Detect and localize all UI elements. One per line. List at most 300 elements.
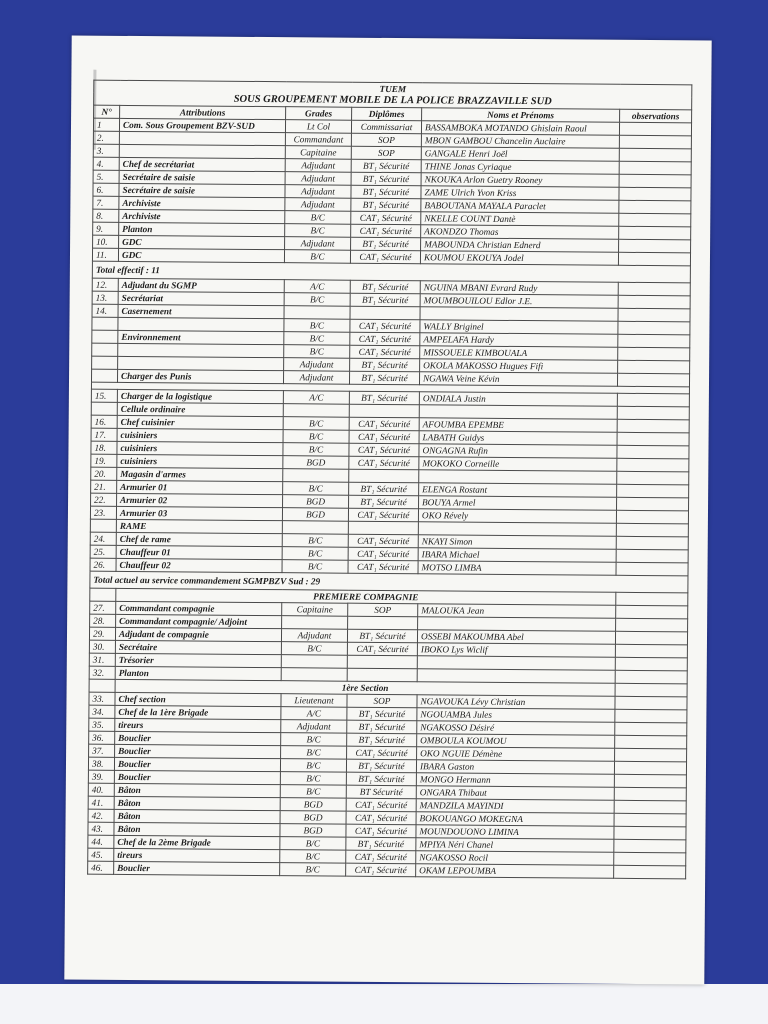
row-attribution: GDC xyxy=(119,235,285,249)
row-number: 29. xyxy=(89,627,115,640)
row-grade: A/C xyxy=(284,280,350,294)
row-observations xyxy=(617,471,689,485)
row-grade: B/C xyxy=(281,733,347,747)
row-observations xyxy=(617,406,689,420)
row-attribution: Chef de rame xyxy=(116,532,282,546)
row-observations xyxy=(618,321,690,335)
row-number: 18. xyxy=(91,441,117,454)
row-diploma xyxy=(350,306,420,320)
row-attribution: Archiviste xyxy=(119,209,285,223)
row-attribution: Chef de secrétariat xyxy=(119,157,285,171)
row-diploma: BT₁ Sécurité xyxy=(346,759,416,773)
row-attribution: Secrétaire de saisie xyxy=(119,170,285,184)
row-diploma: CAT₁ Sécurité xyxy=(346,811,416,825)
row-attribution xyxy=(118,343,284,357)
row-name: GANGALE Henri Joël xyxy=(421,147,619,162)
row-grade: B/C xyxy=(282,547,348,561)
row-attribution xyxy=(118,356,284,370)
row-diploma: CAT₁ Sécurité xyxy=(351,211,421,225)
row-diploma xyxy=(349,404,419,418)
row-grade: B/C xyxy=(280,759,346,773)
row-number: 1 xyxy=(93,118,119,131)
row-diploma: CAT₁ Sécurité xyxy=(349,456,419,470)
row-grade xyxy=(284,306,350,320)
column-header-observations: observations xyxy=(620,109,692,123)
row-grade: B/C xyxy=(281,642,347,656)
row-observations xyxy=(614,865,686,879)
row-attribution: Armurier 01 xyxy=(117,480,283,494)
row-attribution: Bouclier xyxy=(114,770,280,784)
row-attribution: Secrétariat xyxy=(118,291,284,305)
personnel-table xyxy=(87,80,692,880)
row-number xyxy=(89,679,115,692)
row-observations xyxy=(616,523,688,537)
row-number xyxy=(90,519,116,532)
row-attribution: Magasin d'armes xyxy=(117,467,283,481)
row-grade xyxy=(282,521,348,535)
row-name: MANDZILA MAYINDI xyxy=(416,799,614,814)
row-number: 43. xyxy=(88,822,114,835)
row-number: 42. xyxy=(88,809,114,822)
row-name: ONGARA Thibaut xyxy=(416,786,614,801)
document-title: TUEM xyxy=(94,80,692,97)
row-attribution: Cellule ordinaire xyxy=(117,402,283,416)
row-grade: B/C xyxy=(285,224,351,238)
row-diploma: CAT₁ Sécurité xyxy=(350,250,420,264)
total-text: Total effectif : 11 xyxy=(92,261,690,283)
row-name: WALLY Briginel xyxy=(420,320,618,335)
row-diploma xyxy=(347,655,417,669)
row-diploma: CAT₁ Sécurité xyxy=(347,746,417,760)
row-attribution: tireurs xyxy=(114,848,280,862)
row-observations xyxy=(617,432,689,446)
row-grade: Adjudant xyxy=(285,172,351,186)
row-diploma: CAT₁ Sécurité xyxy=(347,642,417,656)
row-observations xyxy=(615,631,687,645)
row-grade: Adjudant xyxy=(283,371,349,385)
column-header-number: N° xyxy=(94,105,120,118)
row-grade: BGD xyxy=(280,824,346,838)
row-grade: Adjudant xyxy=(284,358,350,372)
row-number: 20. xyxy=(91,467,117,480)
row-grade: B/C xyxy=(283,482,349,496)
row-attribution: Commandant compagnie xyxy=(116,601,282,615)
row-diploma: BT₁ Sécurité xyxy=(347,629,417,643)
row-attribution xyxy=(119,131,285,145)
row-grade: Capitaine xyxy=(282,603,348,617)
row-diploma: CAT₁ Sécurité xyxy=(350,345,420,359)
row-name: NGAKOSSO Désiré xyxy=(417,721,615,736)
row-name: KOUMOU EKOUYA Jodel xyxy=(420,251,618,266)
row-name: NGUINA MBANI Evrard Rudy xyxy=(420,281,618,296)
row-observations xyxy=(617,458,689,472)
row-grade: Capitaine xyxy=(285,146,351,160)
row-name: NGAKOSSO Rocil xyxy=(416,851,614,866)
row-attribution: Bâton xyxy=(114,822,280,836)
row-diploma: BT₁ Sécurité xyxy=(351,237,421,251)
row-observations xyxy=(617,373,689,387)
row-number: 16. xyxy=(91,415,117,428)
row-name: AFOUMBA EPEMBE xyxy=(419,418,617,433)
row-name: MONGO Hermann xyxy=(416,773,614,788)
row-attribution: Bâton xyxy=(114,783,280,797)
row-attribution: cuisiniers xyxy=(117,441,283,455)
row-attribution: Com. Sous Groupement BZV-SUD xyxy=(119,118,285,132)
row-diploma: CAT₁ Sécurité xyxy=(350,332,420,346)
row-name: MOUMBOUILOU Edlor J.E. xyxy=(420,294,618,309)
row-observations xyxy=(614,761,686,775)
row-diploma: BT₁ Sécurité xyxy=(349,391,419,405)
row-number: 30. xyxy=(89,640,115,653)
row-observations xyxy=(616,618,688,632)
row-diploma: CAT₁ Sécurité xyxy=(346,850,416,864)
row-number: 2. xyxy=(93,131,119,144)
row-diploma: BT₁ Sécurité xyxy=(347,733,417,747)
total-text: Total actuel au service commandement SGMPBZV Sud : 29 xyxy=(90,571,688,593)
row-diploma: CAT₁ Sécurité xyxy=(349,417,419,431)
row-name: MOKOKO Corneille xyxy=(419,457,617,472)
row-number xyxy=(92,317,118,330)
column-header-diplomes: Diplômes xyxy=(352,107,422,121)
row-name: THINE Jonas Cyriaque xyxy=(421,160,619,175)
row-diploma xyxy=(348,616,418,630)
row-observations xyxy=(614,774,686,788)
row-attribution: Bouclier xyxy=(114,757,280,771)
row-name: ZAME Ulrich Yvon Kriss xyxy=(421,186,619,201)
row-observations xyxy=(615,683,687,697)
column-header-grades: Grades xyxy=(286,107,352,121)
row-name: LABATH Guidys xyxy=(419,431,617,446)
row-name: NGOUAMBA Jules xyxy=(417,708,615,723)
row-grade xyxy=(281,668,347,682)
row-observations xyxy=(614,813,686,827)
row-number xyxy=(91,369,117,382)
row-observations xyxy=(618,308,690,322)
row-number: 33. xyxy=(89,692,115,705)
row-grade: Adjudant xyxy=(285,198,351,212)
row-attribution: Secrétaire xyxy=(115,640,281,654)
row-diploma: BT₁ Sécurité xyxy=(351,172,421,186)
row-number: 39. xyxy=(88,770,114,783)
row-number: 14. xyxy=(92,304,118,317)
row-number: 22. xyxy=(91,493,117,506)
row-diploma: Commissariat xyxy=(351,120,421,134)
row-diploma: SOP xyxy=(351,133,421,147)
row-diploma: BT Sécurité xyxy=(346,785,416,799)
row-diploma: BT₁ Sécurité xyxy=(350,280,420,294)
row-name: IBOKO Lys Wiclif xyxy=(417,643,615,658)
row-diploma: BT₁ Sécurité xyxy=(346,837,416,851)
row-number: 8. xyxy=(93,209,119,222)
row-number: 5. xyxy=(93,170,119,183)
row-grade: Adjudant xyxy=(285,185,351,199)
row-name: BOUYA Armel xyxy=(419,496,617,511)
row-attribution: Chauffeur 01 xyxy=(116,545,282,559)
row-attribution: Commandant compagnie/ Adjoint xyxy=(116,614,282,628)
row-grade xyxy=(283,404,349,418)
row-grade: BGD xyxy=(280,798,346,812)
row-diploma: BT₁ Sécurité xyxy=(350,358,420,372)
row-number: 44. xyxy=(88,835,114,848)
row-attribution: Chef section xyxy=(115,692,281,706)
row-name: NKOUKA Arlon Guetry Rooney xyxy=(421,173,619,188)
row-observations xyxy=(614,852,686,866)
section-title: 1ère Section xyxy=(115,679,615,696)
row-grade: B/C xyxy=(283,430,349,444)
row-attribution: RAME xyxy=(116,519,282,533)
row-name: IBARA Michael xyxy=(418,548,616,563)
row-number xyxy=(92,330,118,343)
row-diploma: SOP xyxy=(347,694,417,708)
row-grade: Lieutenant xyxy=(281,694,347,708)
row-grade: Adjudant xyxy=(281,720,347,734)
row-observations xyxy=(619,148,691,162)
row-number: 13. xyxy=(92,291,118,304)
row-observations xyxy=(615,722,687,736)
row-number: 7. xyxy=(93,196,119,209)
row-diploma xyxy=(349,469,419,483)
row-diploma xyxy=(347,668,417,682)
row-name: MPIYA Néri Chanel xyxy=(416,838,614,853)
row-diploma: CAT₁ Sécurité xyxy=(350,319,420,333)
row-name: OSSEBI MAKOUMBA Abel xyxy=(417,630,615,645)
row-observations xyxy=(617,445,689,459)
row-observations xyxy=(619,122,691,136)
row-name: OKAM LEPOUMBA xyxy=(416,864,614,879)
row-number: 4. xyxy=(93,157,119,170)
row-diploma: BT₁ Sécurité xyxy=(347,707,417,721)
row-name: NKELLE COUNT Dantè xyxy=(421,212,619,227)
row-diploma: CAT₁ Sécurité xyxy=(348,547,418,561)
row-number: 10. xyxy=(93,235,119,248)
row-grade: Adjudant xyxy=(285,159,351,173)
row-number xyxy=(90,588,116,601)
row-observations xyxy=(614,826,686,840)
row-observations xyxy=(616,536,688,550)
row-attribution: Bâton xyxy=(114,796,280,810)
row-grade: BGD xyxy=(280,811,346,825)
row-observations xyxy=(618,360,690,374)
row-number: 28. xyxy=(90,614,116,627)
row-number xyxy=(92,356,118,369)
row-name: NKAYI Simon xyxy=(418,535,616,550)
column-header-attributions: Attributions xyxy=(120,105,286,119)
row-attribution: Adjudant du SGMP xyxy=(118,278,284,292)
row-grade: B/C xyxy=(283,417,349,431)
row-diploma: BT₁ Sécurité xyxy=(351,198,421,212)
row-number: 27. xyxy=(90,601,116,614)
row-attribution: Bouclier xyxy=(114,861,280,875)
row-number: 19. xyxy=(91,454,117,467)
column-header-names: Noms et Prénoms xyxy=(422,108,620,123)
row-diploma: BT₁ Sécurité xyxy=(349,371,419,385)
row-attribution: cuisiniers xyxy=(117,454,283,468)
row-diploma: CAT₁ Sécurité xyxy=(349,430,419,444)
row-observations xyxy=(618,334,690,348)
row-name: ONGAGNA Rufin xyxy=(419,444,617,459)
row-attribution: Chef de la 2ème Brigade xyxy=(114,835,280,849)
row-name: BABOUTANA MAYALA Paraclet xyxy=(421,199,619,214)
row-attribution: Charger de la logistique xyxy=(117,389,283,403)
row-observations xyxy=(615,644,687,658)
row-attribution: Environnement xyxy=(118,330,284,344)
row-name: MOUNDOUONO LIMINA xyxy=(416,825,614,840)
row-grade: B/C xyxy=(285,211,351,225)
row-number: 40. xyxy=(88,783,114,796)
row-observations xyxy=(616,510,688,524)
row-name: ONDIALA Justin xyxy=(419,392,617,407)
row-diploma xyxy=(348,521,418,535)
row-observations xyxy=(615,657,687,671)
row-diploma: CAT₁ Sécurité xyxy=(351,224,421,238)
row-number: 24. xyxy=(90,532,116,545)
row-diploma: SOP xyxy=(348,603,418,617)
row-name: IBARA Gaston xyxy=(416,760,614,775)
row-observations xyxy=(619,187,691,201)
row-diploma: CAT₁ Sécurité xyxy=(349,443,419,457)
row-grade: B/C xyxy=(280,772,346,786)
row-grade: B/C xyxy=(284,319,350,333)
row-name: OKO Révely xyxy=(418,509,616,524)
row-diploma: BT₁ Sécurité xyxy=(347,720,417,734)
row-number: 9. xyxy=(93,222,119,235)
row-number: 41. xyxy=(88,796,114,809)
row-number: 21. xyxy=(91,480,117,493)
document-page xyxy=(64,36,711,985)
row-number: 15. xyxy=(91,389,117,402)
row-grade: BGD xyxy=(283,456,349,470)
row-attribution: Chauffeur 02 xyxy=(116,558,282,572)
row-observations xyxy=(618,295,690,309)
row-observations xyxy=(616,605,688,619)
row-observations xyxy=(619,161,691,175)
row-name: OKO NGUIE Démène xyxy=(417,747,615,762)
row-name: MOTSO LIMBA xyxy=(418,561,616,576)
row-observations xyxy=(619,200,691,214)
row-number: 6. xyxy=(93,183,119,196)
row-observations xyxy=(617,497,689,511)
row-observations xyxy=(615,735,687,749)
row-attribution: Archiviste xyxy=(119,196,285,210)
row-attribution: Secrétaire de saisie xyxy=(119,183,285,197)
row-diploma: CAT₁ Sécurité xyxy=(346,863,416,877)
row-name: ELENGA Rostant xyxy=(419,483,617,498)
row-observations xyxy=(615,696,687,710)
row-name: AKONDZO Thomas xyxy=(421,225,619,240)
row-observations xyxy=(616,549,688,563)
row-name: OKOLA MAKOSSO Hugues Fifi xyxy=(420,359,618,374)
row-observations xyxy=(614,800,686,814)
row-number: 34. xyxy=(89,705,115,718)
row-name: NGAVOUKA Lévy Christian xyxy=(417,695,615,710)
row-number xyxy=(92,343,118,356)
row-number: 36. xyxy=(89,731,115,744)
row-number: 11. xyxy=(92,248,118,261)
document-subtitle: SOUS GROUPEMENT MOBILE DE LA POLICE BRAZZAVILLE SUD xyxy=(94,93,692,110)
row-observations xyxy=(617,393,689,407)
row-observations xyxy=(615,709,687,723)
row-name: MALOUKA Jean xyxy=(418,604,616,619)
row-diploma: BT₁ Sécurité xyxy=(350,293,420,307)
row-name: BASSAMBOKA MOTANDO Ghislain Raoul xyxy=(421,121,619,136)
row-diploma: BT₁ Sécurité xyxy=(349,495,419,509)
row-number: 31. xyxy=(89,653,115,666)
row-attribution: Bâton xyxy=(114,809,280,823)
row-name: BOKOUANGO MOKEGNA xyxy=(416,812,614,827)
row-grade: BGD xyxy=(283,495,349,509)
row-attribution: Armurier 02 xyxy=(117,493,283,507)
row-observations xyxy=(618,252,690,266)
row-attribution: Casernement xyxy=(118,304,284,318)
row-diploma: CAT₁ Sécurité xyxy=(348,534,418,548)
row-observations xyxy=(617,419,689,433)
row-number: 12. xyxy=(92,278,118,291)
section-title: PREMIERE COMPAGNIE xyxy=(116,588,616,605)
row-attribution: Bouclier xyxy=(115,731,281,745)
row-observations xyxy=(618,282,690,296)
row-number: 46. xyxy=(88,861,114,874)
row-attribution: cuisiniers xyxy=(117,428,283,442)
row-number xyxy=(91,402,117,415)
row-observations xyxy=(619,239,691,253)
row-number: 17. xyxy=(91,428,117,441)
row-name: MISSOUELE KIMBOUALA xyxy=(420,346,618,361)
row-diploma: CAT₁ Sécurité xyxy=(346,798,416,812)
row-observations xyxy=(617,484,689,498)
row-grade: Commandant xyxy=(285,133,351,147)
row-name: MBON GAMBOU Chancelin Auclaire xyxy=(421,134,619,149)
row-diploma: SOP xyxy=(351,146,421,160)
row-grade: BGD xyxy=(282,508,348,522)
row-grade xyxy=(283,469,349,483)
row-attribution xyxy=(119,144,285,158)
row-name: AMPELAFA Hardy xyxy=(420,333,618,348)
row-attribution: tireurs xyxy=(115,718,281,732)
row-attribution: GDC xyxy=(118,248,284,262)
row-name: NGAWA Veine Kévin xyxy=(419,372,617,387)
row-name: MABOUNDA Christian Ednerd xyxy=(421,238,619,253)
row-observations xyxy=(615,748,687,762)
row-number: 32. xyxy=(89,666,115,679)
row-observations xyxy=(614,787,686,801)
row-grade: B/C xyxy=(280,863,346,877)
row-attribution xyxy=(118,317,284,331)
row-grade: B/C xyxy=(280,850,346,864)
row-grade: B/C xyxy=(284,345,350,359)
row-attribution: Chef de la 1ère Brigade xyxy=(115,705,281,719)
row-number: 3. xyxy=(93,144,119,157)
row-grade: B/C xyxy=(284,250,350,264)
row-observations xyxy=(616,592,688,606)
row-number: 26. xyxy=(90,558,116,571)
table-body xyxy=(88,118,692,879)
row-attribution: Charger des Punis xyxy=(117,369,283,383)
row-diploma: CAT₁ Sécurité xyxy=(348,508,418,522)
row-number: 25. xyxy=(90,545,116,558)
row-number: 35. xyxy=(89,718,115,731)
row-grade: Adjudant xyxy=(281,629,347,643)
row-observations xyxy=(619,135,691,149)
row-attribution: Chef cuisinier xyxy=(117,415,283,429)
row-grade: B/C xyxy=(283,443,349,457)
row-grade: B/C xyxy=(282,560,348,574)
row-diploma: BT₁ Sécurité xyxy=(351,159,421,173)
row-grade: A/C xyxy=(281,707,347,721)
row-number: 45. xyxy=(88,848,114,861)
backdrop-bottom xyxy=(0,984,768,1024)
row-diploma: CAT₁ Sécurité xyxy=(348,560,418,574)
row-name: OMBOULA KOUMOU xyxy=(417,734,615,749)
